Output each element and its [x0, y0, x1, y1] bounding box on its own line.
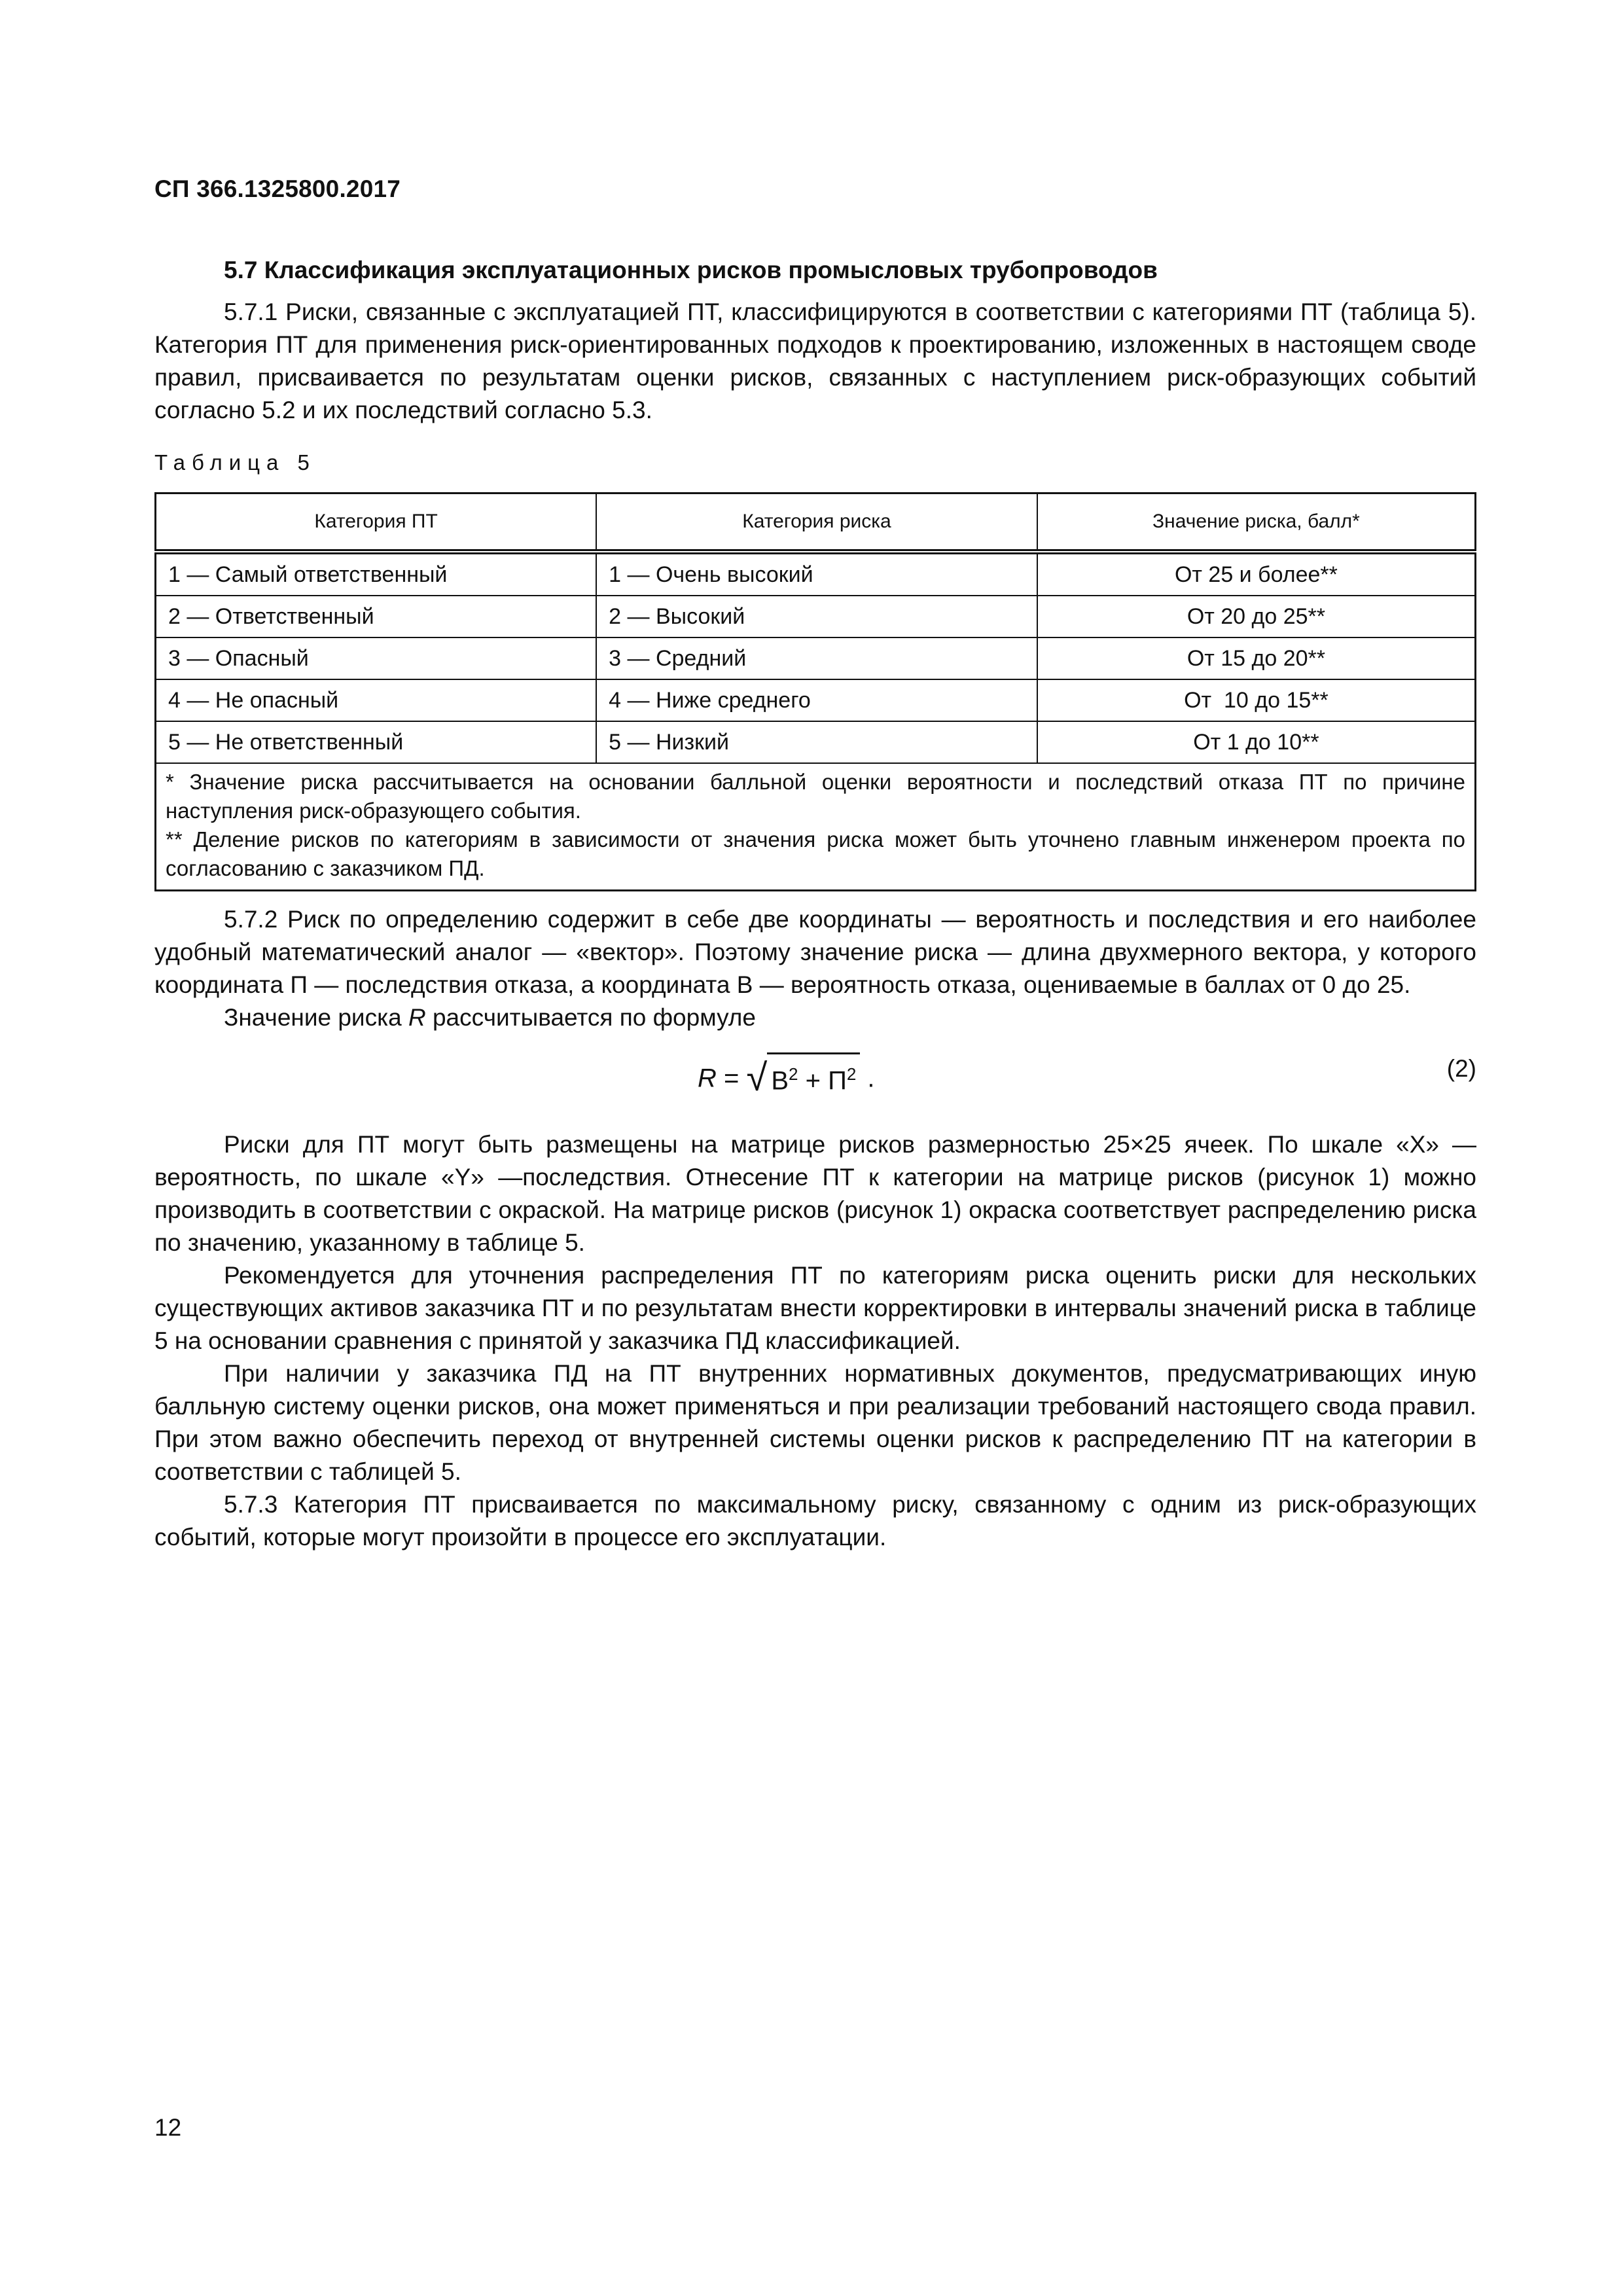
header-pt-category: Категория ПТ: [156, 493, 597, 552]
cell-pt-category: 2 — Ответственный: [156, 596, 597, 637]
formula-number: (2): [1446, 1055, 1476, 1082]
paragraph-5-7-3: 5.7.3 Категория ПТ присваивается по максимальному риску, связанному с одним из риск-образующих событий, которые могут произойти в процессе его эксплуатации.: [154, 1491, 1476, 1551]
formula-intro: [154, 1001, 1476, 1034]
formula-p-exponent: 2: [846, 1064, 857, 1084]
cell-risk-value: От 20 до 25**: [1037, 596, 1476, 637]
table-note-1: * Значение риска рассчитывается на основании балльной оценки вероятности и последствий отказа ПТ по причине наступления риск-образующего события.: [166, 770, 1465, 823]
document-code-header: СП 366.1325800.2017: [154, 175, 401, 202]
formula-tail: .: [860, 1064, 875, 1093]
formula-lhs: R: [698, 1064, 717, 1093]
table-caption: Таблица 5: [154, 450, 316, 475]
table-row: [156, 552, 1476, 596]
formula-radicand: [767, 1052, 860, 1100]
main-content: [154, 254, 1476, 1554]
cell-risk-category: 2 — Высокий: [596, 596, 1037, 637]
cell-risk-category: 3 — Средний: [596, 637, 1037, 679]
formula-equals: =: [716, 1064, 747, 1093]
header-risk-category: Категория риска: [596, 493, 1037, 552]
table-row: [156, 679, 1476, 721]
cell-pt-category: 3 — Опасный: [156, 637, 597, 679]
cell-risk-category: 5 — Низкий: [596, 721, 1037, 763]
table-row: [156, 596, 1476, 637]
cell-pt-category: 5 — Не ответственный: [156, 721, 597, 763]
formula-plus: +: [798, 1066, 829, 1096]
table-header-row: [156, 493, 1476, 552]
table-notes-row: [156, 763, 1476, 891]
risk-category-table: [154, 492, 1476, 891]
cell-risk-value: От 15 до 20**: [1037, 637, 1476, 679]
cell-pt-category: 4 — Не опасный: [156, 679, 597, 721]
cell-risk-category: 4 — Ниже среднего: [596, 679, 1037, 721]
table-row: [156, 721, 1476, 763]
cell-risk-value: От 25 и более**: [1037, 552, 1476, 596]
paragraph-5-7-1: 5.7.1 Риски, связанные с эксплуатацией ПТ, классифицируются в соответствии с категориями ПТ (таблица 5). Категория ПТ для применения риск-ориентированных подходов к проектированию, изложенных в настоящем своде правил, присваивается по результатам оценки рисков, связанных с наступлением риск-образующих событий согласно 5.2 и их последствий согласно 5.3.: [154, 298, 1476, 423]
formula-intro-variable: R: [408, 1004, 426, 1031]
formula-expression: [698, 1050, 875, 1098]
paragraph-recommendation: Рекомендуется для уточнения распределения ПТ по категориям риска оценить риски для нескольких существующих активов заказчика ПТ и по результатам внести корректировки в интервалы значений риска в таблице 5 на основании сравнения с принятой у заказчика ПД классификацией.: [154, 1262, 1476, 1354]
paragraph-internal-docs: При наличии у заказчика ПД на ПТ внутренних нормативных документов, предусматривающих иную балльную систему оценки рисков, она может применяться и при реализации требований настоящего свода правил. При этом важно обеспечить переход от внутренней системы оценки рисков к распределению ПТ на категории в соответствии с таблицей 5.: [154, 1360, 1476, 1485]
cell-pt-category: 1 — Самый ответственный: [156, 552, 597, 596]
cell-risk-value: От 10 до 15**: [1037, 679, 1476, 721]
formula-p: П: [828, 1066, 847, 1096]
table-notes: [156, 763, 1476, 891]
sqrt-symbol-icon: √: [746, 1056, 768, 1100]
risk-formula: [154, 1043, 1476, 1128]
formula-intro-after: рассчитывается по формуле: [425, 1004, 756, 1031]
paragraph-risk-matrix: Риски для ПТ могут быть размещены на матрице рисков размерностью 25×25 ячеек. По шкале «X» — вероятность, по шкале «Y» —последствия. Отнесение ПТ к категории на матрице рисков (рисунок 1) можно производить в соответствии с окраской. На матрице рисков (рисунок 1) окраска соответствует распределению риска по значению, указанному в таблице 5.: [154, 1131, 1476, 1256]
cell-risk-value: От 1 до 10**: [1037, 721, 1476, 763]
paragraph-5-7-2: 5.7.2 Риск по определению содержит в себе две координаты — вероятность и последствия и его наиболее удобный математический аналог — «вектор». Поэтому значение риска — длина двухмерного вектора, у которого координата П — последствия отказа, а координата В — вероятность отказа, оцениваемые в баллах от 0 до 25.: [154, 906, 1476, 998]
table-row: [156, 637, 1476, 679]
header-risk-value: Значение риска, балл*: [1037, 493, 1476, 552]
formula-b: В: [771, 1066, 789, 1096]
page-number: 12: [154, 2114, 182, 2141]
formula-b-exponent: 2: [789, 1064, 798, 1084]
table-note-2: ** Деление рисков по категориям в зависимости от значения риска может быть уточнено главным инженером проекта по согласованию с заказчиком ПД.: [166, 827, 1465, 880]
section-title: 5.7 Классификация эксплуатационных рисков промысловых трубопроводов: [224, 257, 1158, 283]
formula-intro-before: Значение риска: [224, 1004, 408, 1031]
cell-risk-category: 1 — Очень высокий: [596, 552, 1037, 596]
